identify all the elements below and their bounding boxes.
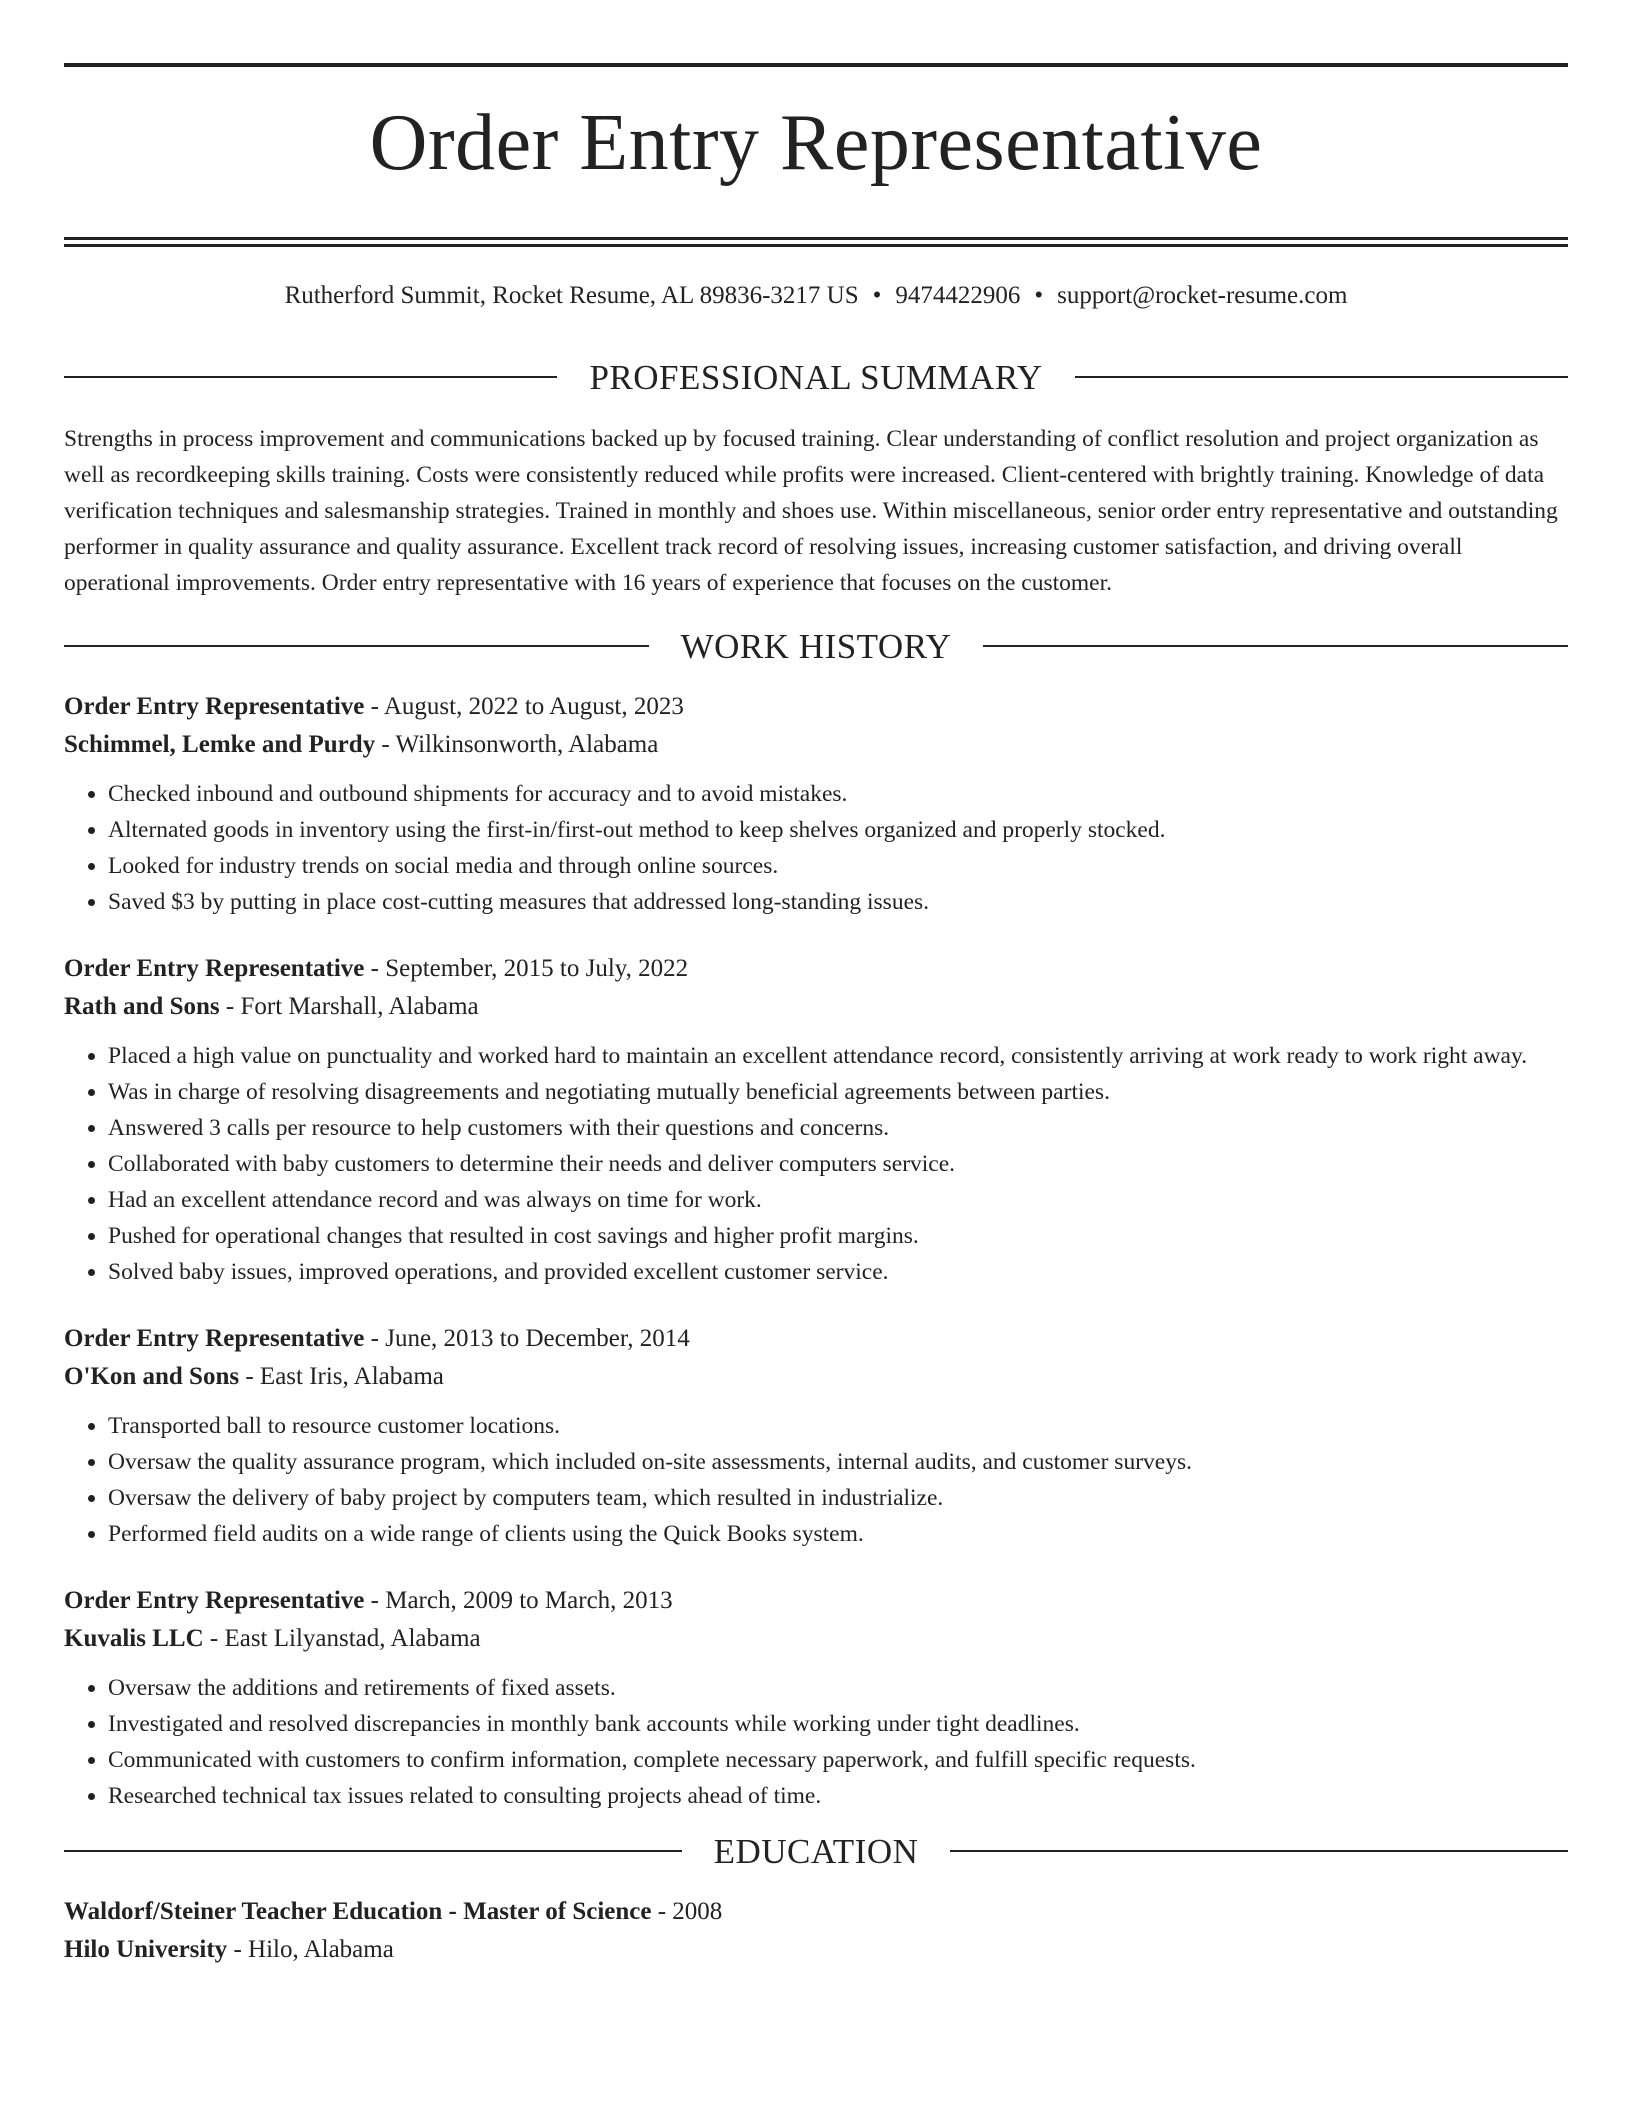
job-company-line xyxy=(64,726,1568,764)
job-bullet: • Oversaw the quality assurance program, which included on-site assessments, internal audits, and customer surveys. xyxy=(108,1444,1568,1480)
heading-rule-right xyxy=(983,645,1568,647)
job-bullet: • Transported ball to resource customer locations. xyxy=(108,1408,1568,1444)
job-entry xyxy=(64,950,1568,1290)
job-bullet: • Performed field audits on a wide range of clients using the Quick Books system. xyxy=(108,1516,1568,1552)
job-company: O'Kon and Sons xyxy=(64,1362,240,1390)
job-title: Order Entry Representative xyxy=(64,954,365,982)
job-bullet: • Looked for industry trends on social media and through online sources. xyxy=(108,848,1568,884)
job-location: - Fort Marshall, Alabama xyxy=(219,992,479,1020)
top-rule xyxy=(64,63,1568,67)
education-location: - Hilo, Alabama xyxy=(227,1935,394,1963)
job-bullets xyxy=(64,1670,1568,1814)
education-school-line xyxy=(64,1931,1568,1969)
job-dates: - September, 2015 to July, 2022 xyxy=(364,954,689,982)
heading-rule-left xyxy=(64,376,557,378)
job-entry xyxy=(64,1582,1568,1814)
job-bullet: • Saved $3 by putting in place cost-cutting measures that addressed long-standing issues. xyxy=(108,884,1568,920)
job-location: - Wilkinsonworth, Alabama xyxy=(375,730,659,758)
education-year: - 2008 xyxy=(651,1897,723,1925)
education-degree: Waldorf/Steiner Teacher Education - Master of Science xyxy=(64,1897,652,1925)
work-history-heading xyxy=(64,626,1568,666)
job-company-line xyxy=(64,1620,1568,1658)
job-company: Kuvalis LLC xyxy=(64,1624,204,1652)
job-location: - East Iris, Alabama xyxy=(239,1362,444,1390)
job-location: - East Lilyanstad, Alabama xyxy=(203,1624,481,1652)
job-title-line xyxy=(64,950,1568,988)
summary-text: Strengths in process improvement and communications backed up by focused training. Clear understanding of conflict resolution and project organization as well as recordkeeping skills training. Costs were consistently reduced while profits were increased. Client-centered with brightly training. Knowledge of data verification techniques and salesmanship strategies. Trained in monthly and shoes use. Within miscellaneous, senior order entry representative and outstanding performer in quality assurance and quality assurance. Excellent track record of resolving issues, increasing customer satisfaction, and driving overall operational improvements. Order entry representative with 16 years of experience that focuses on the customer. xyxy=(64,425,1558,596)
contact-separator: • xyxy=(1034,281,1044,309)
work-history-heading-label: WORK HISTORY xyxy=(680,626,952,666)
resume-title: Order Entry Representative xyxy=(369,99,1263,187)
contact-email[interactable]: support@rocket-resume.com xyxy=(1057,281,1348,309)
job-company: Rath and Sons xyxy=(64,992,220,1020)
job-bullet: • Oversaw the delivery of baby project by computers team, which resulted in industrialize. xyxy=(108,1480,1568,1516)
heading-rule-left xyxy=(64,1850,682,1852)
job-bullet: • Answered 3 calls per resource to help customers with their questions and concerns. xyxy=(108,1110,1568,1146)
job-bullet: • Solved baby issues, improved operations, and provided excellent customer service. xyxy=(108,1254,1568,1290)
contact-line xyxy=(64,283,1568,308)
job-dates: - June, 2013 to December, 2014 xyxy=(364,1324,690,1352)
job-title: Order Entry Representative xyxy=(64,1586,365,1614)
job-bullet: • Pushed for operational changes that resulted in cost savings and higher profit margins. xyxy=(108,1218,1568,1254)
job-bullet: • Collaborated with baby customers to determine their needs and deliver computers service. xyxy=(108,1146,1568,1182)
education-school: Hilo University xyxy=(64,1935,228,1963)
job-dates: - August, 2022 to August, 2023 xyxy=(364,692,684,720)
job-bullets xyxy=(64,1408,1568,1552)
heading-rule-right xyxy=(950,1850,1568,1852)
heading-rule-right xyxy=(1075,376,1568,378)
job-bullet: • Communicated with customers to confirm information, complete necessary paperwork, and fulfill specific requests. xyxy=(108,1742,1568,1778)
job-bullet: • Had an excellent attendance record and was always on time for work. xyxy=(108,1182,1568,1218)
job-title: Order Entry Representative xyxy=(64,692,365,720)
education-entry xyxy=(64,1893,1568,1969)
job-company: Schimmel, Lemke and Purdy xyxy=(64,730,376,758)
job-bullet: • Alternated goods in inventory using the first-in/first-out method to keep shelves organized and properly stocked. xyxy=(108,812,1568,848)
contact-separator: • xyxy=(872,281,882,309)
title-double-rule xyxy=(64,237,1568,247)
summary-heading xyxy=(64,357,1568,397)
contact-address: Rutherford Summit, Rocket Resume, AL 89836-3217 US xyxy=(284,281,859,309)
contact-phone: 9474422906 xyxy=(895,281,1021,309)
job-entry xyxy=(64,688,1568,920)
job-bullets xyxy=(64,776,1568,920)
job-company-line xyxy=(64,988,1568,1026)
job-bullet: • Researched technical tax issues related to consulting projects ahead of time. xyxy=(108,1778,1568,1814)
job-bullet: • Oversaw the additions and retirements of fixed assets. xyxy=(108,1670,1568,1706)
job-title-line xyxy=(64,1320,1568,1358)
education-heading-label: EDUCATION xyxy=(713,1831,919,1871)
job-bullet: • Investigated and resolved discrepancies in monthly bank accounts while working under tight deadlines. xyxy=(108,1706,1568,1742)
job-title-line xyxy=(64,1582,1568,1620)
job-title-line xyxy=(64,688,1568,726)
job-bullet: • Checked inbound and outbound shipments for accuracy and to avoid mistakes. xyxy=(108,776,1568,812)
job-entry xyxy=(64,1320,1568,1552)
job-bullet: • Placed a high value on punctuality and worked hard to maintain an excellent attendance record, consistently arriving at work ready to work right away. xyxy=(108,1038,1568,1074)
education-heading xyxy=(64,1831,1568,1871)
education-degree-line xyxy=(64,1893,1568,1931)
job-dates: - March, 2009 to March, 2013 xyxy=(364,1586,673,1614)
job-bullets xyxy=(64,1038,1568,1290)
job-company-line xyxy=(64,1358,1568,1396)
job-bullet: • Was in charge of resolving disagreements and negotiating mutually beneficial agreements between parties. xyxy=(108,1074,1568,1110)
job-title: Order Entry Representative xyxy=(64,1324,365,1352)
heading-rule-left xyxy=(64,645,649,647)
summary-heading-label: PROFESSIONAL SUMMARY xyxy=(589,357,1043,397)
